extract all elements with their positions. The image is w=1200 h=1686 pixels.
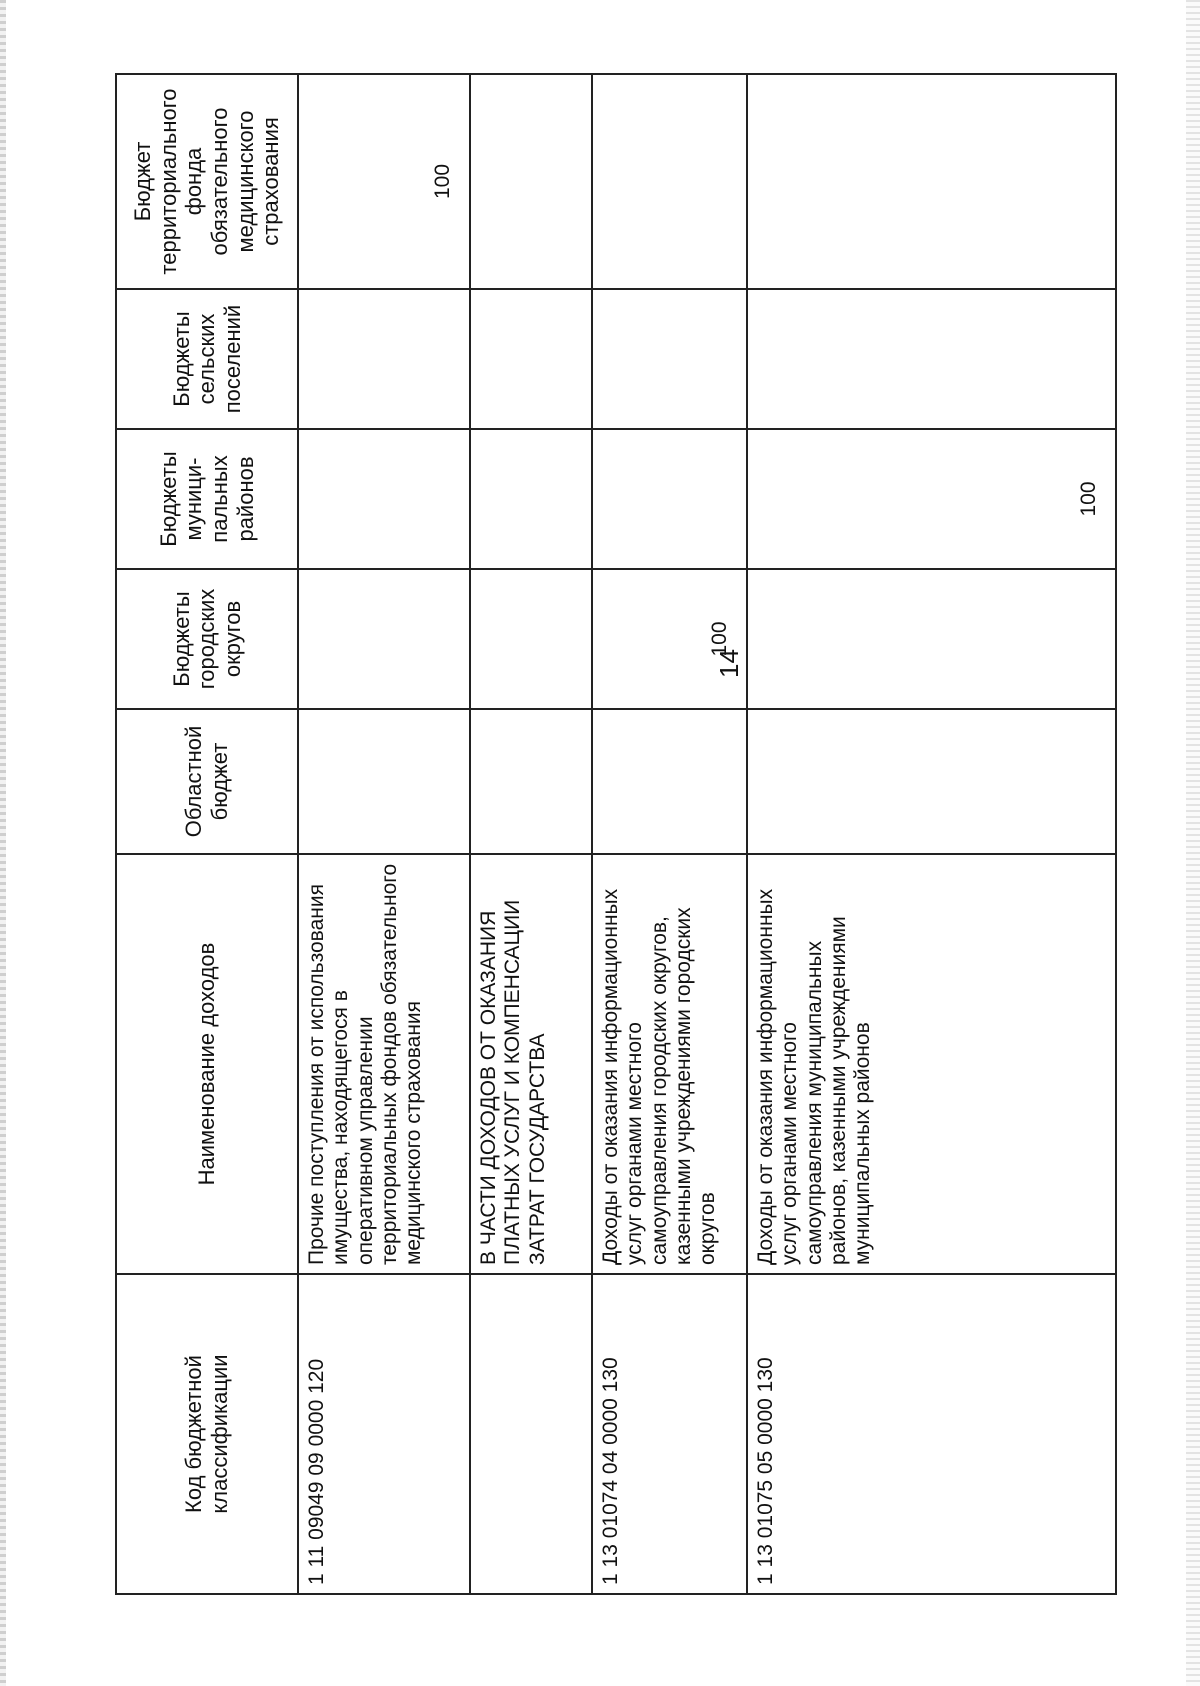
header-city: Бюджеты городских округов — [116, 569, 298, 709]
header-oblast: Областной бюджет — [116, 709, 298, 854]
cell-fund: 100 — [298, 74, 470, 289]
cell-code: 1 13 01075 05 0000 130 — [747, 1274, 1116, 1594]
cell-rural — [298, 289, 470, 429]
cell-name: Доходы от оказания информационных услуг органами местного самоуправления муниципальных районов, казенными учреждениями муниципальных районов — [747, 854, 1116, 1274]
header-code: Код бюджетной классификации — [116, 1274, 298, 1594]
cell-city — [298, 569, 470, 709]
header-fund: Бюджет территориального фонда обязательного медицинского страхования — [116, 74, 298, 289]
cell-rural — [470, 289, 592, 429]
cell-oblast — [470, 709, 592, 854]
cell-fund — [747, 74, 1116, 289]
cell-code: 1 11 09049 09 0000 120 — [298, 1274, 470, 1594]
cell-city: 100 — [592, 569, 747, 709]
cell-oblast — [298, 709, 470, 854]
cell-code — [470, 1274, 592, 1594]
header-name: Наименование доходов — [116, 854, 298, 1274]
header-municipal: Бюджеты муници-пальных районов — [116, 429, 298, 569]
cell-code: 1 13 01074 04 0000 130 — [592, 1274, 747, 1594]
cell-name: Прочие поступления от использования имущества, находящегося в оперативном управлении территориальных фондов обязательного медицинского страхования — [298, 854, 470, 1274]
table-row — [592, 74, 747, 1594]
cell-city — [747, 569, 1116, 709]
cell-rural — [592, 289, 747, 429]
cell-oblast — [592, 709, 747, 854]
cell-municipal: 100 — [747, 429, 1116, 569]
cell-municipal — [470, 429, 592, 569]
header-rural: Бюджеты сельских поселений — [116, 289, 298, 429]
scan-edge-right — [1186, 0, 1200, 1686]
table-row — [298, 74, 470, 1594]
revenue-distribution-table — [115, 73, 1117, 1595]
cell-municipal — [298, 429, 470, 569]
cell-oblast — [747, 709, 1116, 854]
page-number: 14 — [713, 649, 744, 678]
scan-edge-left — [0, 0, 6, 1686]
table-row — [747, 74, 1116, 1594]
table-row — [470, 74, 592, 1594]
cell-fund — [470, 74, 592, 289]
cell-name: Доходы от оказания информационных услуг органами местного самоуправления городских округов, казенными учреждениями городских округов — [592, 854, 747, 1274]
rotated-table-container — [115, 75, 1115, 1595]
cell-city — [470, 569, 592, 709]
table-header-row — [116, 74, 298, 1594]
cell-fund — [592, 74, 747, 289]
cell-municipal — [592, 429, 747, 569]
cell-name: В ЧАСТИ ДОХОДОВ ОТ ОКАЗАНИЯ ПЛАТНЫХ УСЛУГ И КОМПЕНСАЦИИ ЗАТРАТ ГОСУДАРСТВА — [470, 854, 592, 1274]
cell-rural — [747, 289, 1116, 429]
